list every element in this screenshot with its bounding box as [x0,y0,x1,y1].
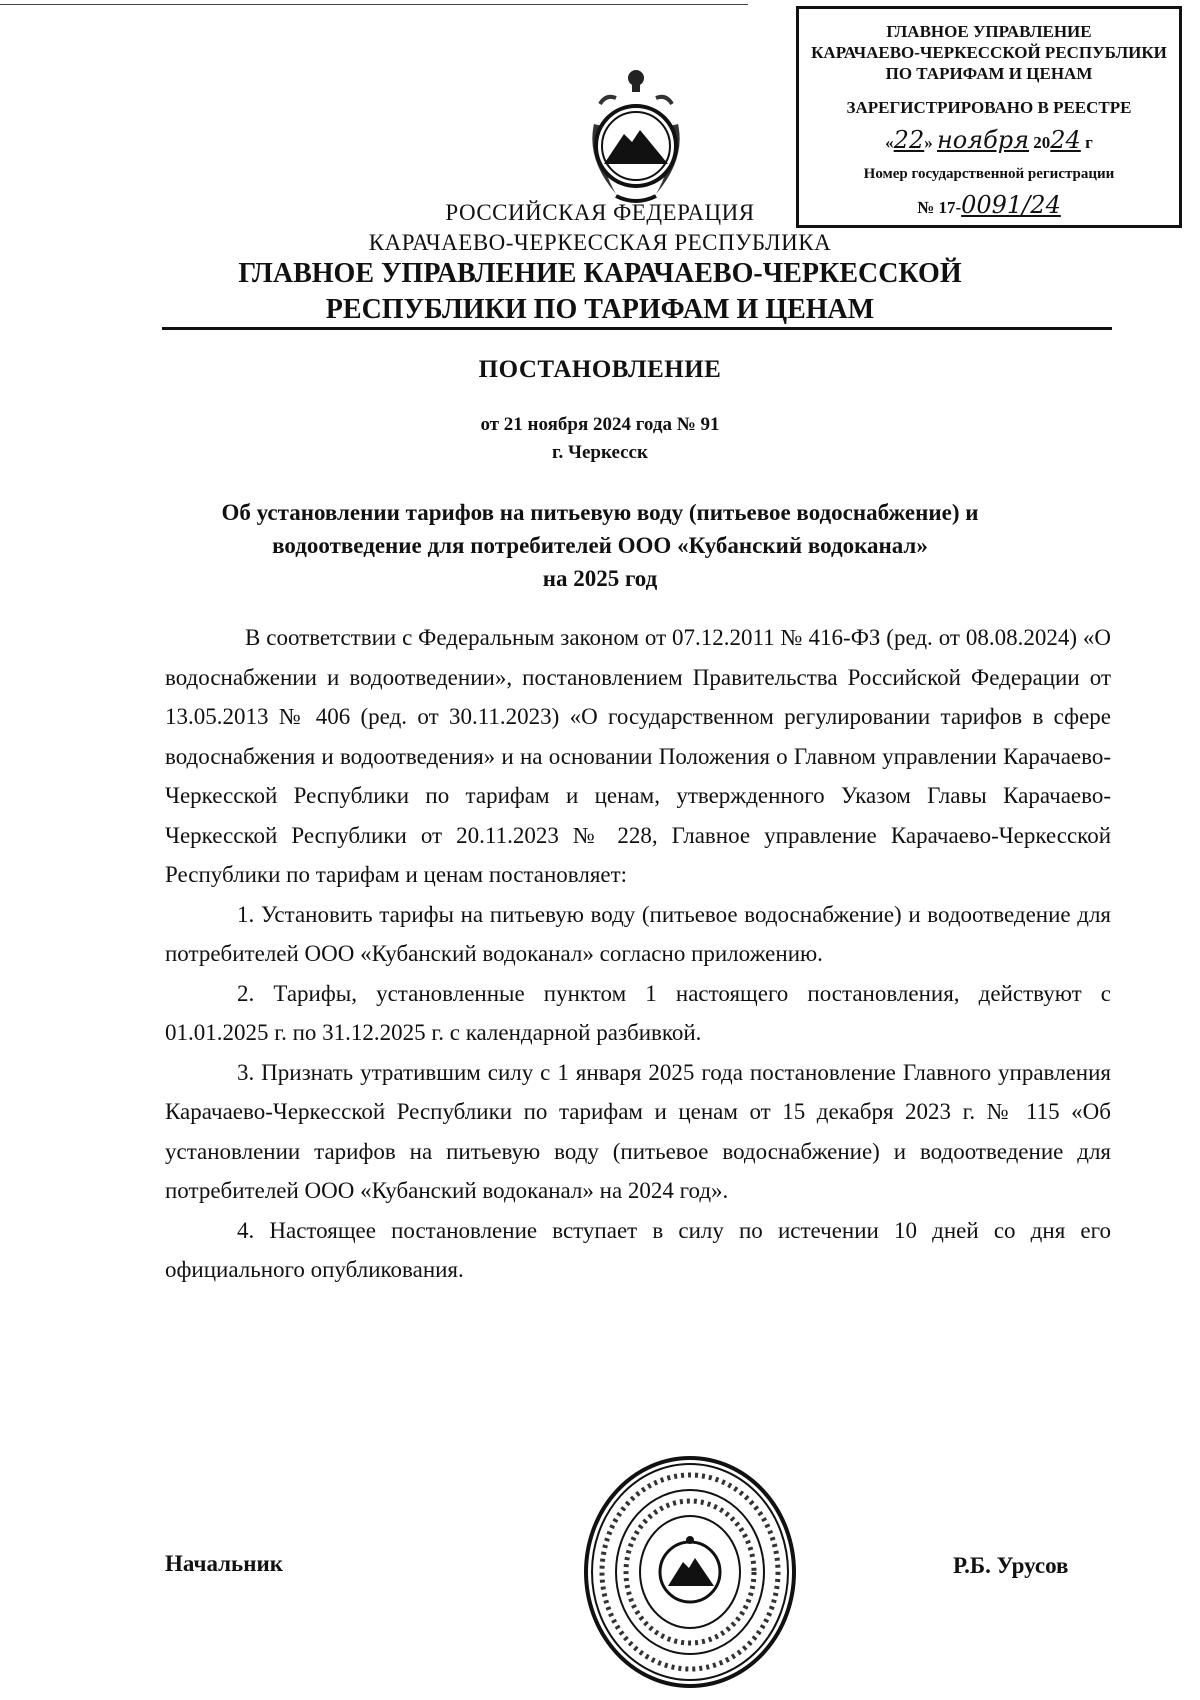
reg-number-value: 0091/24 [961,191,1061,219]
org-line1: ГЛАВНОЕ УПРАВЛЕНИЕ КАРАЧАЕВО-ЧЕРКЕССКОЙ [238,258,962,289]
org-line2: РЕСПУБЛИКИ ПО ТАРИФАМ И ЦЕНАМ [325,294,875,325]
header-country: РОССИЙСКАЯ ФЕДЕРАЦИЯ [445,200,755,225]
official-seal-icon [582,1454,798,1690]
resolution-item-1: 1. Установить тарифы на питьевую воду (питьевое водоснабжение) и водоотведение для потребителей ООО «Кубанский водоканал» согласно приложению. [165,901,1111,966]
reg-number-prefix: № 17- [917,198,962,217]
registry-stamp-registered: ЗАРЕГИСТРИРОВАНО В РЕЕСТРЕ [846,98,1132,117]
document-body [165,618,1111,1290]
registry-date-suffix: г [1085,133,1093,152]
document-title: ПОСТАНОВЛЕНИЕ [478,356,722,383]
document-subject [150,496,1050,595]
resolution-item-2: 2. Тарифы, установленные пунктом 1 настоящего постановления, действуют с 01.01.2025 г. по 31.12.2025 г. с календарной разбивкой. [165,980,1111,1045]
header-republic: КАРАЧАЕВО-ЧЕРКЕССКАЯ РЕСПУБЛИКА [368,230,832,255]
subject-line1: Об установлении тарифов на питьевую воду (питьевое водоснабжение) и [221,500,979,525]
subject-line2: водоотведение для потребителей ООО «Кубанский водоканал» [272,533,928,558]
registry-stamp-date [799,126,1179,154]
subject-line3: на 2025 год [542,566,658,591]
date-open-quote: « [885,133,894,152]
resolution-item-3: 3. Признать утратившим силу с 1 января 2025 года постановление Главного управления Карачаево-Черкесской Республики по тарифам и ценам от 15 декабря 2023 г. № 115 «Об установлении тарифов на питьевую воду (питьевое водоснабжение) и водоотведение для потребителей ООО «Кубанский водоканал» на 2024 год». [165,1059,1111,1203]
registry-stamp-line1: ГЛАВНОЕ УПРАВЛЕНИЕ [886,22,1092,41]
signature-position: Начальник [165,1551,283,1576]
registry-stamp [796,6,1182,228]
registry-date-day: 22 [893,126,925,154]
document-date: от 21 ноября 2024 года № 91 [480,414,720,435]
registry-date-year: 24 [1050,126,1081,154]
resolution-item-4: 4. Настоящее постановление вступает в силу по истечении 10 дней со дня его официального опубликования. [165,1217,1111,1282]
registry-stamp-line2: КАРАЧАЕВО-ЧЕРКЕССКОЙ РЕСПУБЛИКИ [811,43,1167,62]
top-rule [0,4,748,5]
date-close-quote: » [924,133,933,152]
document-city: г. Черкесск [552,442,648,463]
signature-name: Р.Б. Урусов [953,1553,1069,1578]
registry-date-year-prefix: 20 [1033,133,1051,152]
header-divider [162,327,1112,330]
registry-stamp-line3: ПО ТАРИФАМ И ЦЕНАМ [885,64,1093,83]
header-organization [150,256,1050,328]
registry-date-month: ноября [936,126,1030,154]
preamble-paragraph: В соответствии с Федеральным законом от 07.12.2011 № 416-ФЗ (ред. от 08.08.2024) «О водоснабжении и водоотведении», постановлением Правительства Российской Федерации от 13.05.2013 № 406 (ред. от 30.11.2023) «О государственном регулировании тарифов в сфере водоснабжения и водоотведения» и на основании Положения о Главном управлении Карачаево-Черкесской Республики по тарифам и ценам, утвержденного Указом Главы Карачаево-Черкесской Республики от 20.11.2023 № 228, Главное управление Карачаево-Черкесской Республики по тарифам и ценам постановляет: [165,625,1111,887]
registry-stamp-reg-label: Номер государственной регистрации [863,166,1115,182]
coat-of-arms-icon [576,64,696,214]
